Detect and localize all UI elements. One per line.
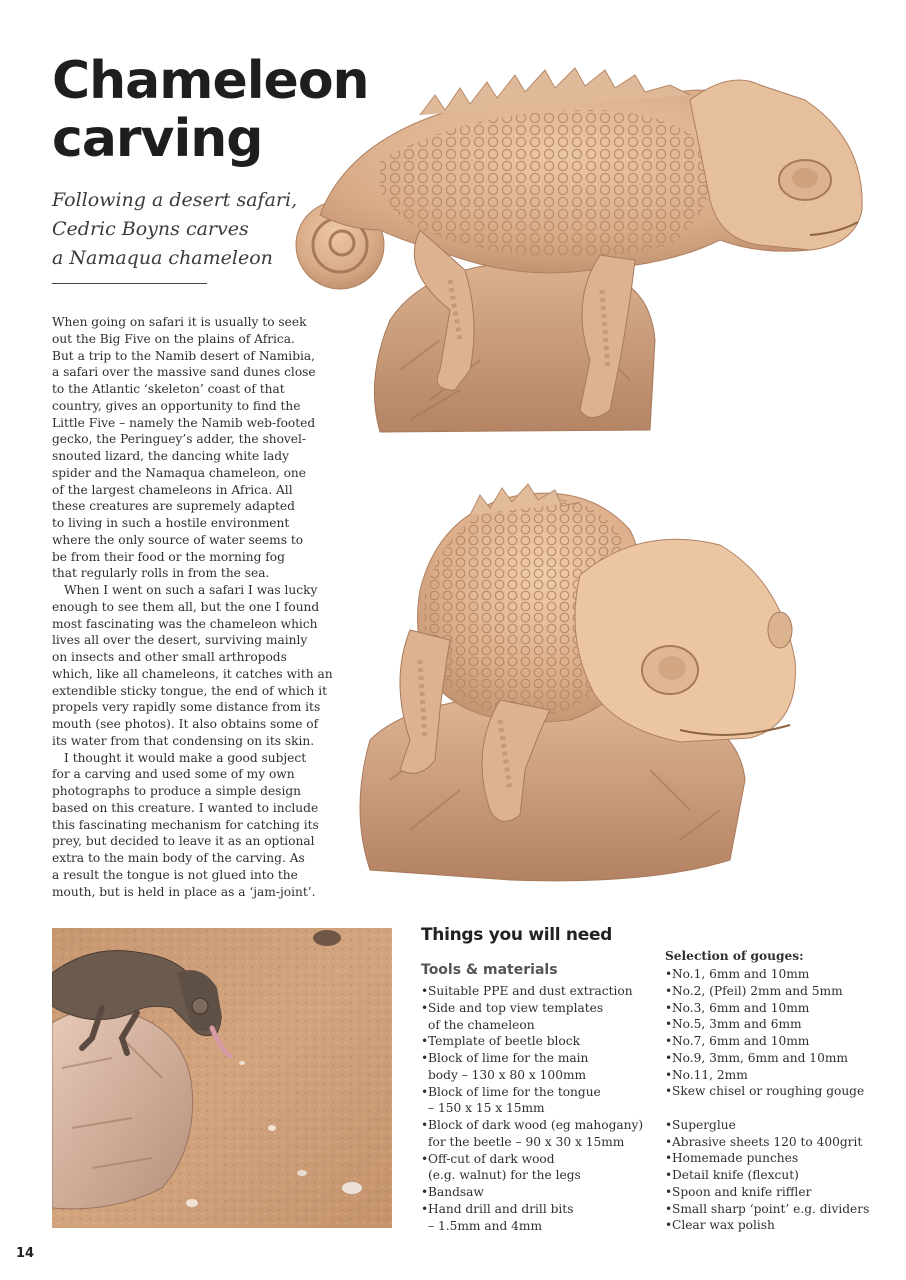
list-item: • No.11, 2mm bbox=[665, 1067, 895, 1084]
list-spacer bbox=[665, 1100, 895, 1117]
list-item: • Superglue bbox=[665, 1117, 895, 1134]
gouges-heading: Selection of gouges: bbox=[665, 949, 804, 963]
list-item: • Homemade punches bbox=[665, 1150, 895, 1167]
body-line: I thought it would make a good subject bbox=[64, 750, 307, 765]
body-line: this fascinating mechanism for catching its bbox=[52, 817, 319, 832]
body-line: of the largest chameleons in Africa. All bbox=[52, 482, 293, 497]
list-item: (e.g. walnut) for the legs bbox=[428, 1168, 581, 1183]
list-item: • Template of beetle block bbox=[421, 1033, 651, 1050]
body-line: which, like all chameleons, it catches with an bbox=[52, 666, 333, 681]
body-line: extra to the main body of the carving. As bbox=[52, 851, 305, 865]
carving-side-view-photo bbox=[290, 40, 870, 460]
body-line: that regularly rolls in from the sea. bbox=[52, 566, 270, 581]
body-line: gecko, the Peringuey’s adder, the shovel- bbox=[52, 432, 307, 447]
list-item: of the chameleon bbox=[428, 1017, 535, 1032]
subtitle-line: Following a desert safari, bbox=[52, 189, 298, 211]
body-line: spider and the Namaqua chameleon, one bbox=[52, 465, 306, 480]
list-item: • Abrasive sheets 120 to 400grit bbox=[665, 1134, 895, 1151]
body-line: photographs to produce a simple design bbox=[52, 784, 301, 798]
list-item: • Skew chisel or roughing gouge bbox=[665, 1083, 895, 1100]
body-line: When I went on such a safari I was lucky bbox=[64, 583, 318, 597]
body-line: country, gives an opportunity to find the bbox=[52, 398, 301, 413]
list-item: • No.5, 3mm and 6mm bbox=[665, 1016, 895, 1033]
list-item: • Spoon and knife riffler bbox=[665, 1184, 895, 1201]
body-line: lives all over the desert, surviving mainly bbox=[52, 633, 308, 648]
body-line: snouted lizard, the dancing white lady bbox=[52, 449, 289, 463]
tools-list bbox=[421, 983, 651, 1234]
list-item: – 1.5mm and 4mm bbox=[428, 1218, 542, 1233]
body-line: to living in such a hostile environment bbox=[52, 516, 290, 530]
body-line: a safari over the massive sand dunes close bbox=[52, 365, 316, 380]
body-line: be from their food or the morning fog bbox=[52, 549, 285, 564]
list-item: • No.3, 6mm and 10mm bbox=[665, 1000, 895, 1017]
body-line: propels very rapidly some distance from its bbox=[52, 700, 321, 715]
list-item: – 150 x 15 x 15mm bbox=[428, 1101, 545, 1116]
body-line: When going on safari it is usually to seek bbox=[52, 315, 307, 329]
body-line: prey, but decided to leave it as an optional bbox=[52, 834, 315, 849]
body-line: its water from that condensing on its skin. bbox=[52, 733, 315, 748]
list-item: • Block of lime for the main bbox=[421, 1050, 651, 1067]
subtitle-line: a Namaqua chameleon bbox=[52, 247, 273, 269]
list-item: • No.9, 3mm, 6mm and 10mm bbox=[665, 1050, 895, 1067]
real-chameleon-photo bbox=[52, 928, 392, 1228]
list-item: • Bandsaw bbox=[421, 1184, 651, 1201]
article-subtitle bbox=[52, 186, 312, 273]
things-you-will-need-heading: Things you will need bbox=[421, 925, 613, 945]
body-line: to the Atlantic ‘skeleton’ coast of that bbox=[52, 382, 285, 396]
body-line: enough to see them all, but the one I found bbox=[52, 599, 320, 614]
list-item: • Suitable PPE and dust extraction bbox=[421, 983, 651, 1000]
subtitle-divider bbox=[52, 283, 207, 284]
list-item: • Off-cut of dark wood bbox=[421, 1151, 651, 1168]
body-line: But a trip to the Namib desert of Namibia, bbox=[52, 348, 316, 363]
list-item: • Block of dark wood (eg mahogany) bbox=[421, 1117, 651, 1134]
body-line: most fascinating was the chameleon which bbox=[52, 616, 318, 631]
list-item: • No.2, (Pfeil) 2mm and 5mm bbox=[665, 983, 895, 1000]
list-item: • Small sharp ‘point’ e.g. dividers bbox=[665, 1201, 895, 1218]
article-body bbox=[52, 314, 333, 900]
page-number: 14 bbox=[16, 1246, 35, 1261]
body-line: for a carving and used some of my own bbox=[52, 767, 295, 782]
body-line: based on this creature. I wanted to include bbox=[52, 800, 319, 815]
gouges-list bbox=[665, 966, 895, 1234]
body-line: where the only source of water seems to bbox=[52, 532, 304, 547]
list-item: • Side and top view templates bbox=[421, 1000, 651, 1017]
list-item: • Hand drill and drill bits bbox=[421, 1201, 651, 1218]
body-line: mouth, but is held in place as a ‘jam-joint’. bbox=[52, 884, 316, 899]
body-line: a result the tongue is not glued into the bbox=[52, 867, 298, 882]
subtitle-line: Cedric Boyns carves bbox=[52, 218, 249, 240]
body-line: extendible sticky tongue, the end of which it bbox=[52, 683, 328, 698]
body-line: these creatures are supremely adapted bbox=[52, 499, 295, 514]
carving-front-view-photo bbox=[350, 480, 810, 890]
list-item: • Detail knife (flexcut) bbox=[665, 1167, 895, 1184]
list-item: • No.1, 6mm and 10mm bbox=[665, 966, 895, 983]
list-item: • Clear wax polish bbox=[665, 1217, 895, 1234]
list-item: body – 130 x 80 x 100mm bbox=[428, 1067, 587, 1082]
body-line: mouth (see photos). It also obtains some of bbox=[52, 717, 319, 731]
title-line: Chameleon bbox=[52, 51, 369, 111]
list-item: • Block of lime for the tongue bbox=[421, 1084, 651, 1101]
body-line: Little Five – namely the Namib web-footed bbox=[52, 415, 316, 430]
tools-materials-heading: Tools & materials bbox=[421, 962, 558, 978]
body-line: out the Big Five on the plains of Africa. bbox=[52, 331, 295, 346]
body-line: on insects and other small arthropods bbox=[52, 650, 287, 664]
list-item: • No.7, 6mm and 10mm bbox=[665, 1033, 895, 1050]
list-item: for the beetle – 90 x 30 x 15mm bbox=[428, 1134, 625, 1149]
title-line: carving bbox=[52, 109, 263, 169]
